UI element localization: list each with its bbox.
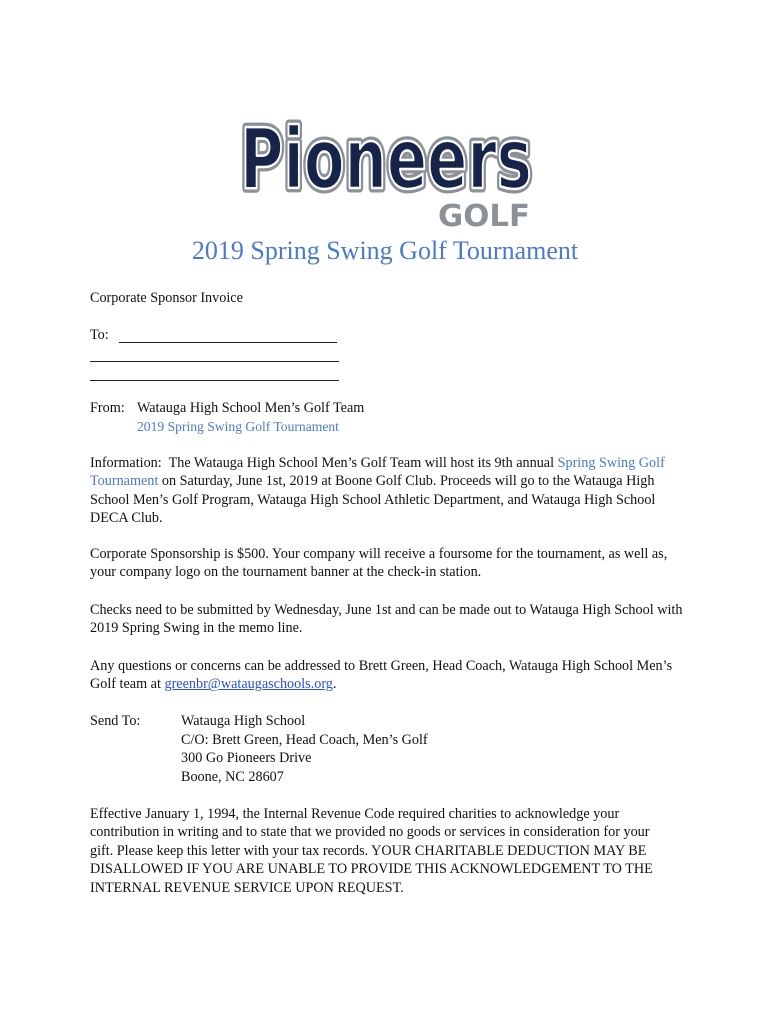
logo-word-outline: Pioneers [240,110,532,208]
questions-end: . [332,676,337,693]
address-line-3 [90,380,339,381]
information-label: Information: [90,455,162,471]
questions-text: Any questions or concerns can be addressed to Brett Green, Head Coach, Watauga High School Men’s Golf team at [90,658,673,693]
pioneers-golf-logo [232,96,542,236]
information-text-b: on Saturday, June 1st, 2019 at Boone Golf Club. Proceeds will go to the Watauga High School Men’s Golf Program, Watauga High School Athletic Department, and Watauga High School DECA Club. [90,473,656,527]
from-line-1: Watauga High School Men’s Golf Team [137,400,365,416]
logo-golf-text: GOLF [438,199,530,234]
information-text-a: The Watauga High School Men’s Golf Team will host its 9th annual [168,455,555,471]
invoice-subtitle: Corporate Sponsor Invoice [90,290,243,306]
information-paragraph [90,454,690,528]
from-line-2: 2019 Spring Swing Golf Tournament [137,419,339,434]
questions-paragraph [90,657,690,694]
send-to-line-3: 300 Go Pioneers Drive [181,750,312,766]
tournament-name-highlight: Spring Swing Golf Tournament [90,455,665,490]
address-line-2 [90,361,339,362]
checks-paragraph: Checks need to be submitted by Wednesday, June 1st and can be made out to Watauga High School with 2019 Spring Swing in the memo line. [90,602,683,637]
send-to-line-4: Boone, NC 28607 [181,769,284,785]
page-title: 2019 Spring Swing Golf Tournament [191,236,579,265]
to-label: To: [90,327,109,343]
address-line-1 [119,342,337,343]
sponsorship-paragraph: Corporate Sponsorship is $500. Your company will receive a foursome for the tournament, as well as, your company logo on the tournament banner at the check-in station. [90,546,668,581]
send-to-line-2: C/O: Brett Green, Head Coach, Men’s Golf [181,732,428,748]
tax-disclaimer-paragraph: Effective January 1, 1994, the Internal Revenue Code required charities to acknowledge your contribution in writing and to state that we provided no goods or services in consideration for your gift. Please keep this letter with your tax records. YOUR CHARITABLE DEDUCTION MAY BE DISALLOWED IF YOU ARE UNABLE TO PROVIDE THIS ACKNOWLEDGEMENT TO THE INTERNAL REVENUE SERVICE UPON REQUEST. [90,806,653,896]
contact-email-link[interactable]: greenbr@wataugaschools.org [164,676,333,693]
send-to-line-1: Watauga High School [181,713,306,729]
from-label: From: [90,400,125,416]
send-to-label: Send To: [90,713,141,729]
logo-word: Pioneers [240,110,532,208]
